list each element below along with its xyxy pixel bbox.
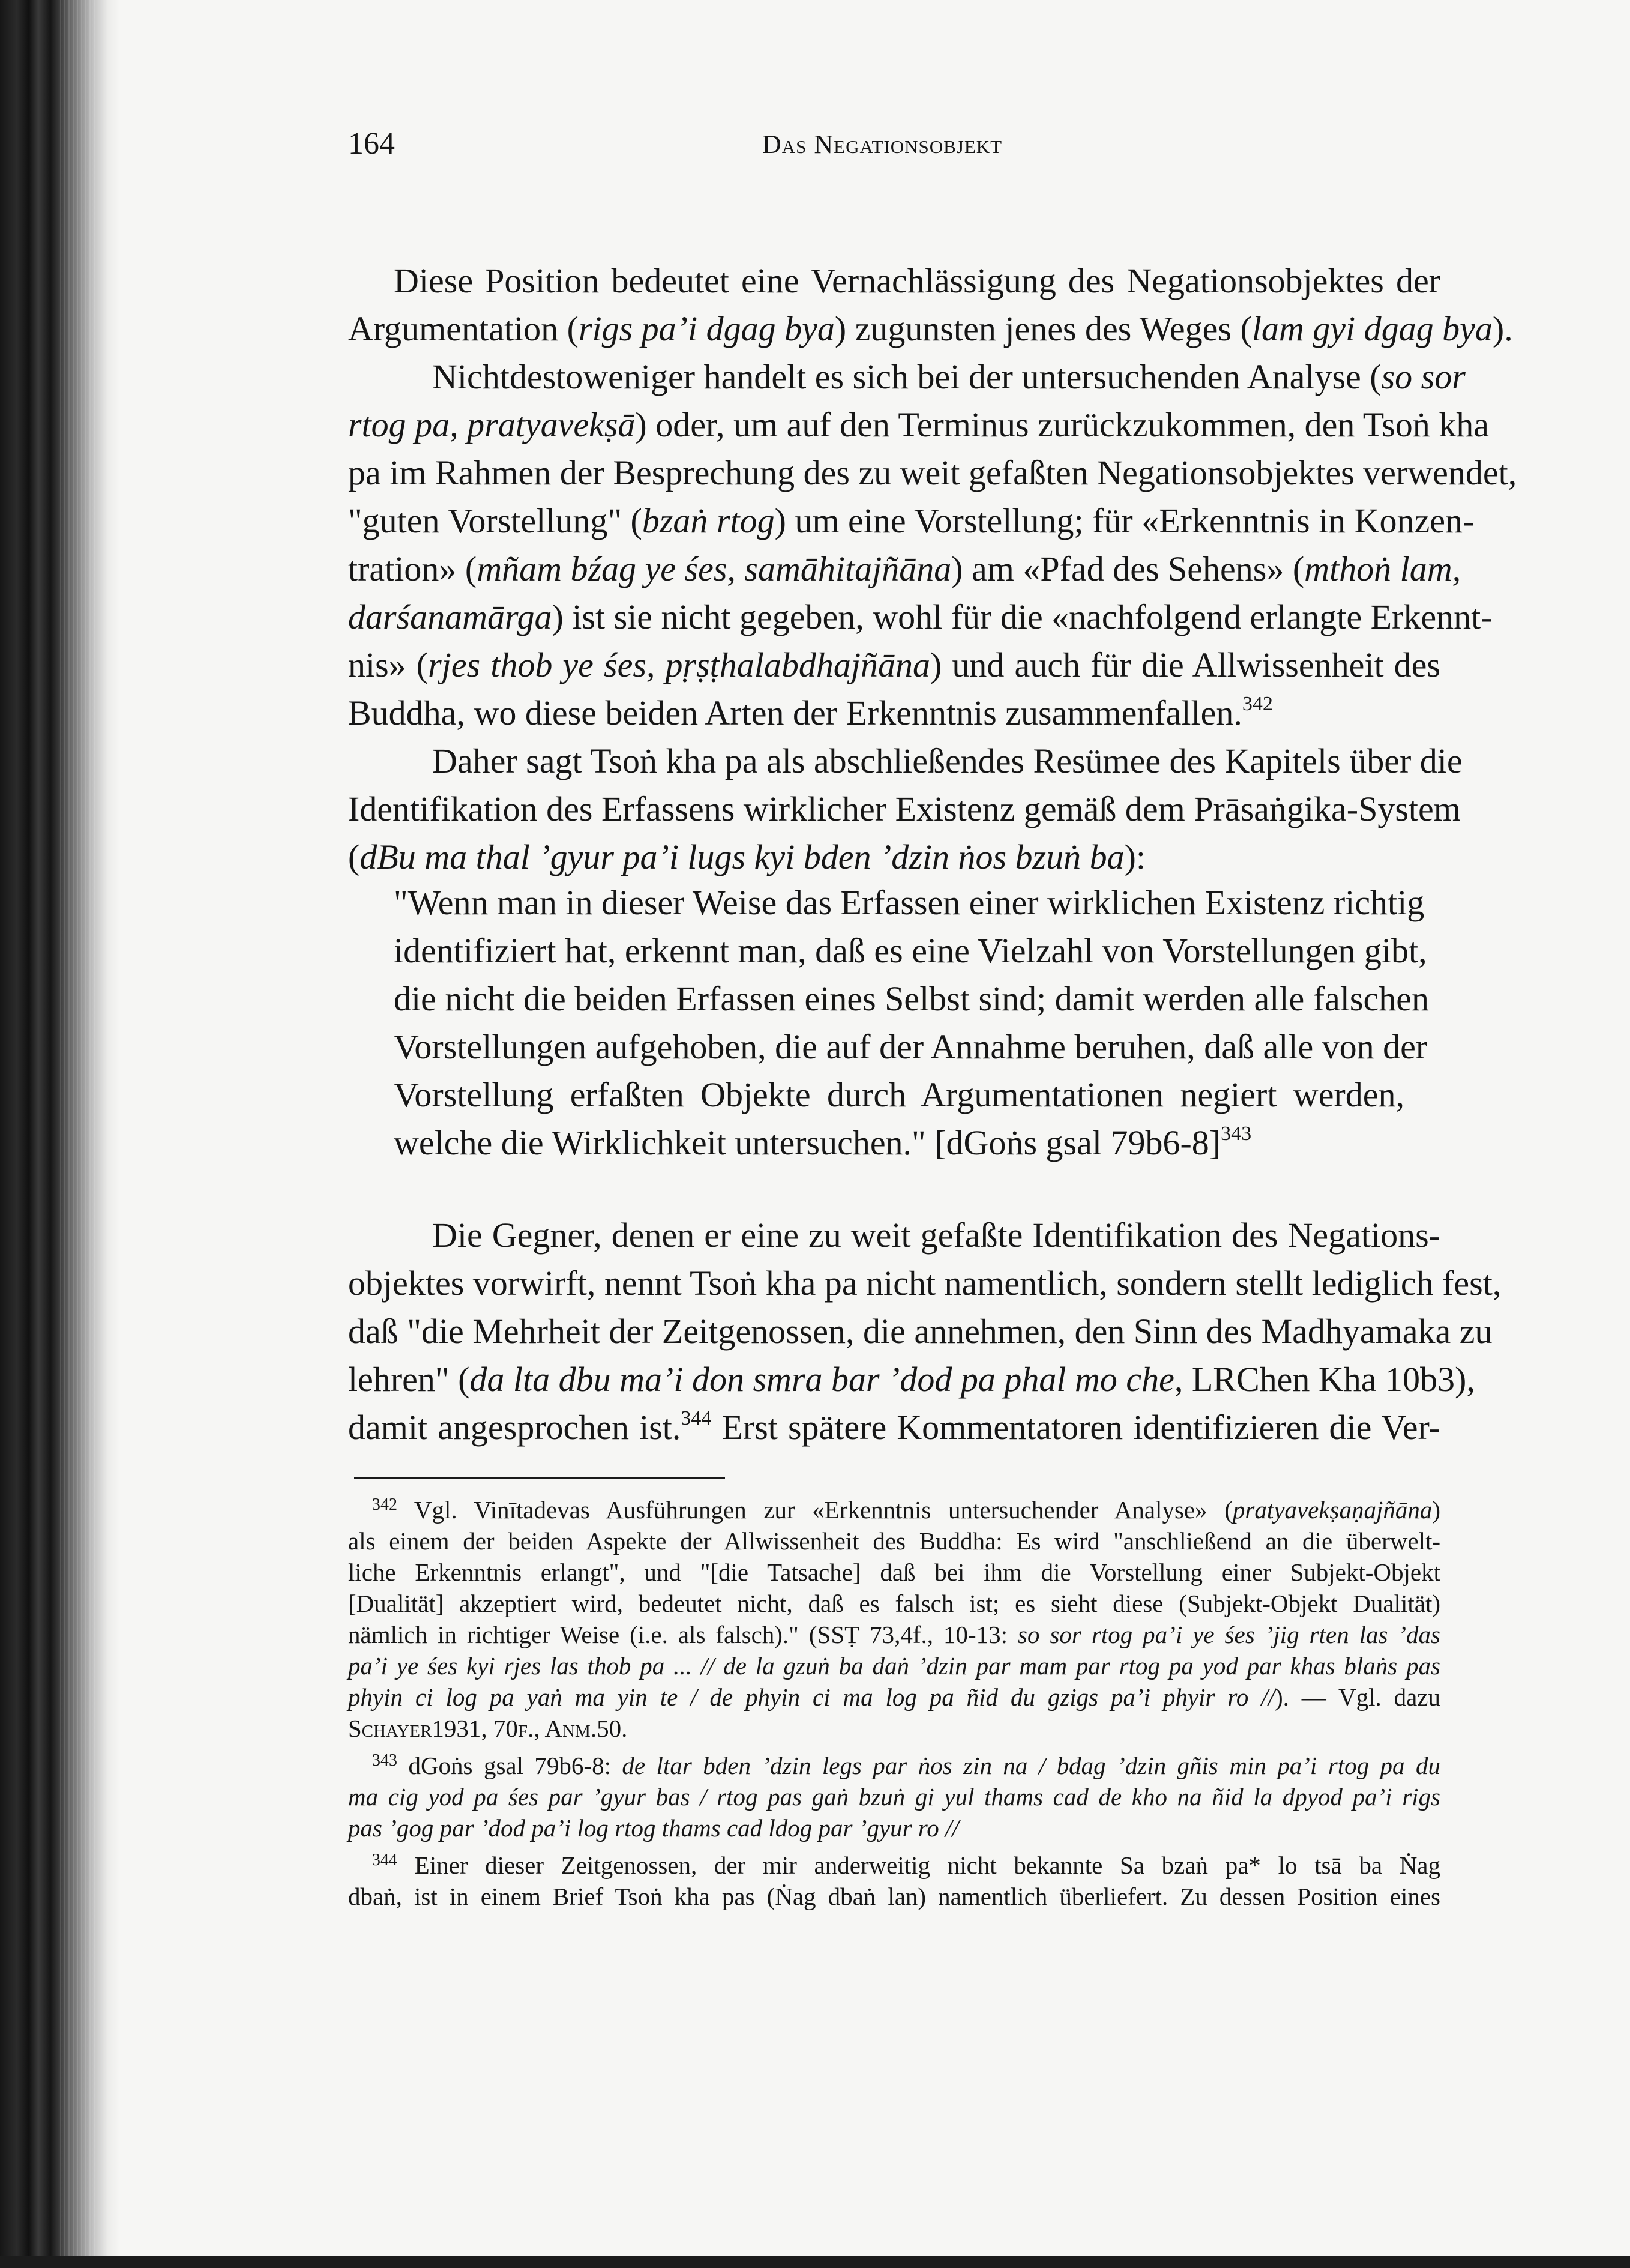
text-run: ) xyxy=(1432,1496,1440,1524)
text-run: nämlich in richtiger Weise (i.e. als falsch)." (SSṬ 73,4f., 10-13: xyxy=(348,1621,1018,1648)
italic-term: rjes thob ye śes, pṛṣṭhalabdhajñāna xyxy=(428,645,930,684)
italic-term: da lta dbu ma’i don smra bar ’dod pa phal mo che xyxy=(469,1360,1174,1399)
text-run: [Dualität] akzeptiert wird, bedeutet nicht, daß es falsch ist; es sieht diese (Subjekt-Objekt Dualität) xyxy=(348,1590,1440,1617)
italic-term: lam gyi dgag bya xyxy=(1251,309,1493,348)
footnote-ref: 342 xyxy=(1242,693,1273,715)
italic-term: pratyavekṣaṇajñāna xyxy=(1232,1496,1433,1524)
body-line xyxy=(348,306,1513,352)
text-run: "Wenn man in dieser Weise das Erfassen einer wirklichen Existenz richtig xyxy=(394,883,1425,922)
text-run: Vgl. Vinītadevas Ausführungen zur «Erkenntnis untersuchender Analyse» ( xyxy=(397,1496,1233,1524)
footnote-line xyxy=(348,1557,1440,1587)
text-run: nis» ( xyxy=(348,645,429,684)
text-run: ). xyxy=(1492,309,1513,348)
quote-line xyxy=(394,880,1425,926)
body-line xyxy=(348,1357,1475,1402)
text-run: Diese Position bedeutet eine Vernachlässigung des Negationsobjektes der xyxy=(394,261,1440,300)
text-run: Argumentation ( xyxy=(348,309,579,348)
quote-line xyxy=(394,976,1429,1022)
italic-term: so sor rtog pa’i ye śes ’jig rten las ’das xyxy=(1018,1621,1440,1648)
body-line xyxy=(348,1405,1440,1450)
text-run: identifiziert hat, erkennt man, daß es eine Vielzahl von Vorstellungen gibt, xyxy=(394,931,1427,970)
text-run: Einer dieser Zeitgenossen, der mir anderweitig nicht bekannte Sa bzaṅ pa* lo tsā ba Ṅag xyxy=(397,1851,1440,1879)
quote-line xyxy=(394,928,1427,974)
italic-term: pa’i ye śes kyi rjes las thob pa ... // de la gzuṅ ba daṅ ’dzin par mam par rtog pa yod par khas blaṅs pas xyxy=(348,1652,1440,1680)
italic-term: so sor xyxy=(1381,357,1466,396)
footnote-ref: 342 xyxy=(372,1495,397,1514)
text-run: ) um eine Vorstellung; für «Erkenntnis in Konzen- xyxy=(774,501,1475,540)
text-run: ) und auch für die Allwissenheit des xyxy=(930,645,1440,684)
footnote-line xyxy=(348,1682,1440,1712)
text-run: als einem der beiden Aspekte der Allwissenheit des Buddha: Es wird "anschließend an die überwelt- xyxy=(348,1527,1440,1555)
text-run: dGoṅs gsal 79b6-8: xyxy=(397,1752,622,1779)
footnote-line xyxy=(348,1526,1440,1556)
footnote-line xyxy=(348,1620,1440,1650)
body-line xyxy=(348,450,1517,496)
footnote-line xyxy=(372,1850,1440,1880)
text-run: ). — Vgl. dazu xyxy=(1275,1683,1440,1711)
footnote-separator xyxy=(354,1477,725,1479)
quote-line xyxy=(394,1120,1251,1166)
text-run: dbaṅ, ist in einem Brief Tsoṅ kha pas (Ṅag dbaṅ lan) namentlich überliefert. Zu dessen Position eines xyxy=(348,1883,1440,1910)
italic-term: ma cig yod pa śes par ’gyur bas / rtog pas gaṅ bzuṅ gi yul thams cad de kho na ñid la dpyod pa’i rigs xyxy=(348,1783,1440,1811)
body-line xyxy=(348,1261,1502,1306)
footnote-line xyxy=(348,1782,1440,1812)
running-title: Das Negationsobjekt xyxy=(762,130,1003,159)
text-run: ) ist sie nicht gegeben, wohl für die «nachfolgend erlangte Erkennt- xyxy=(552,597,1493,636)
page-number: 164 xyxy=(348,127,395,161)
body-line xyxy=(348,690,1273,736)
text-run: ) oder, um auf den Terminus zurückzukommen, den Tsoṅ kha xyxy=(635,405,1489,444)
text-run: ) am «Pfad des Sehens» ( xyxy=(951,549,1305,588)
text-run: damit angesprochen ist. xyxy=(348,1408,681,1447)
italic-term: bzaṅ rtog xyxy=(642,501,775,540)
text-run: Buddha, wo diese beiden Arten der Erkenntnis zusammenfallen. xyxy=(348,693,1242,732)
footnote-ref: 343 xyxy=(1221,1123,1252,1145)
footnote-line xyxy=(348,1713,627,1743)
footnote-line xyxy=(372,1751,1440,1781)
italic-term: de ltar bden ’dzin legs par ṅos zin na / bdag ’dzin gñis min pa’i rtog pa du xyxy=(622,1752,1440,1779)
text-run: die nicht die beiden Erfassen eines Selbst sind; damit werden alle falschen xyxy=(394,979,1429,1018)
body-line xyxy=(348,1309,1493,1354)
italic-term: phyin ci log pa yaṅ ma yin te / de phyin ci ma log pa ñid du gzigs pa’i phyir ro // xyxy=(348,1683,1275,1711)
text-run: lehren" ( xyxy=(348,1360,470,1399)
footnote-line xyxy=(348,1881,1440,1911)
text-run: Daher sagt Tsoṅ kha pa als abschließendes Resümee des Kapitels über die xyxy=(432,741,1463,780)
text-run: Die Gegner, denen er eine zu weit gefaßte Identifikation des Negations- xyxy=(432,1216,1440,1255)
text-run: "guten Vorstellung" ( xyxy=(348,501,642,540)
text-run: Erst spätere Kommentatoren identifizieren die Ver- xyxy=(711,1408,1440,1447)
italic-term: mthoṅ lam, xyxy=(1304,549,1461,588)
footnote-ref: 343 xyxy=(372,1751,397,1770)
text-run: Schayer1931, 70f., Anm.50. xyxy=(348,1715,628,1742)
italic-term: dBu ma thal ’gyur pa’i lugs kyi bden ’dzin ṅos bzuṅ ba xyxy=(359,837,1125,876)
italic-term: rtog pa, pratyavekṣā xyxy=(348,405,636,444)
text-run: , LRChen Kha 10b3), xyxy=(1174,1360,1475,1399)
text-run: Vorstellungen aufgehoben, die auf der Annahme beruhen, daß alle von der xyxy=(394,1027,1428,1066)
text-run: objektes vorwirft, nennt Tsoṅ kha pa nicht namentlich, sondern stellt lediglich fest, xyxy=(348,1264,1502,1303)
text-run: liche Erkenntnis erlangt", und "[die Tatsache] daß bei ihm die Vorstellung einer Subjekt-Objekt xyxy=(348,1558,1440,1586)
body-line xyxy=(348,834,1146,880)
italic-term: pas ’gog par ’dod pa’i log rtog thams cad ldog par ’gyur ro // xyxy=(348,1814,959,1842)
italic-term: darśanamārga xyxy=(348,597,552,636)
quote-line xyxy=(394,1024,1428,1070)
footnote-line xyxy=(372,1495,1440,1525)
italic-term: mñam bźag ye śes, samāhitajñāna xyxy=(477,549,952,588)
text-run: pa im Rahmen der Besprechung des zu weit gefaßten Negationsobjektes verwendet, xyxy=(348,453,1517,492)
binding-texture xyxy=(60,0,96,2268)
text-run: ) zugunsten jenes des Weges ( xyxy=(834,309,1252,348)
body-line xyxy=(394,258,1440,304)
text-run: tration» ( xyxy=(348,549,477,588)
body-line xyxy=(348,546,1461,592)
footnote-line xyxy=(348,1651,1440,1681)
scan-bottom-edge xyxy=(0,2256,1630,2268)
body-line xyxy=(348,642,1440,688)
body-line xyxy=(432,354,1466,400)
body-line xyxy=(348,498,1475,544)
footnote-ref: 344 xyxy=(372,1851,397,1869)
text-run: Nichtdestoweniger handelt es sich bei der untersuchenden Analyse ( xyxy=(432,357,1382,396)
body-line xyxy=(348,594,1493,640)
body-line xyxy=(348,402,1489,448)
footnote-line xyxy=(348,1588,1440,1618)
text-run: Identifikation des Erfassens wirklicher Existenz gemäß dem Prāsaṅgika-System xyxy=(348,789,1461,828)
body-line xyxy=(348,786,1461,832)
text-run: ( xyxy=(348,837,360,876)
footnote-line xyxy=(348,1813,959,1843)
text-run: welche die Wirklichkeit untersuchen." [dGoṅs gsal 79b6-8] xyxy=(394,1123,1221,1162)
text-run: Vorstellung erfaßten Objekte durch Argumentationen negiert werden, xyxy=(394,1075,1404,1114)
italic-term: rigs pa’i dgag bya xyxy=(578,309,835,348)
body-line xyxy=(432,1213,1440,1258)
footnote-ref: 344 xyxy=(681,1407,712,1429)
text-run: daß "die Mehrheit der Zeitgenossen, die annehmen, den Sinn des Madhyamaka zu xyxy=(348,1312,1493,1351)
page-header xyxy=(348,126,1440,162)
body-line xyxy=(432,738,1463,784)
quote-line xyxy=(394,1072,1404,1118)
text-run: ): xyxy=(1124,837,1146,876)
